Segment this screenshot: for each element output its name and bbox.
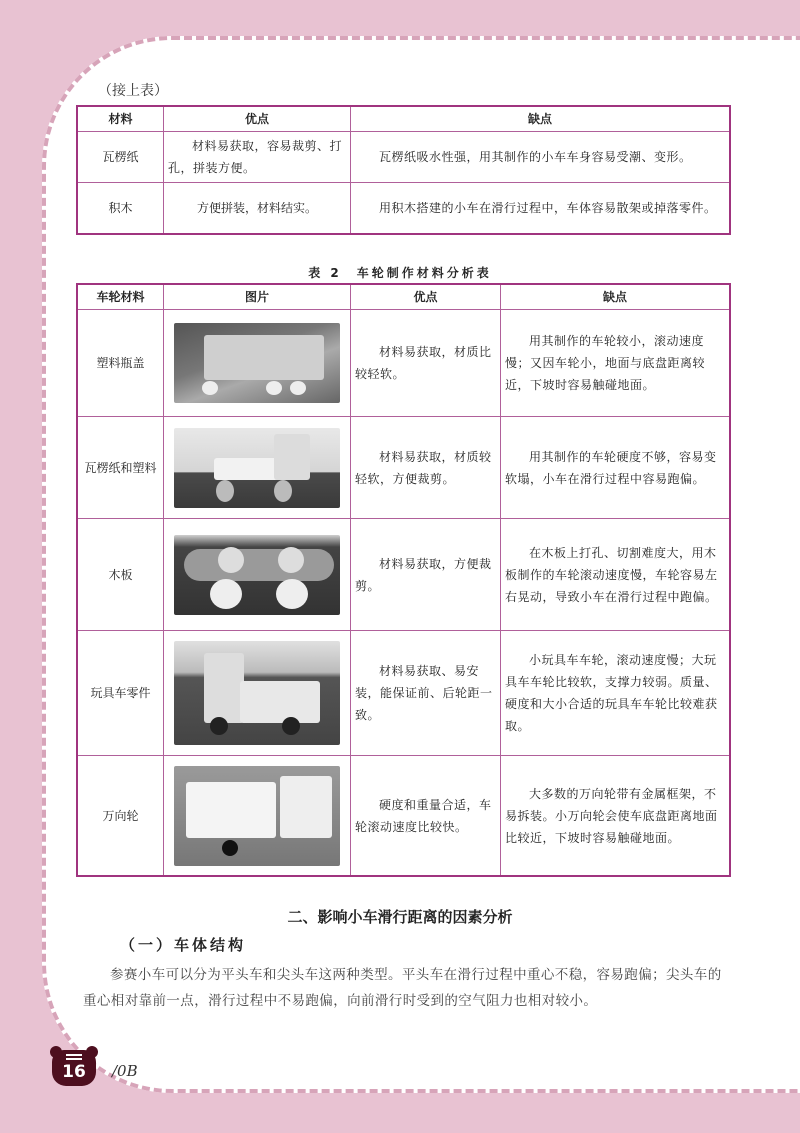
cell-pros: 材料易获取，材质较轻软，方便裁剪。 bbox=[351, 417, 501, 519]
table-row bbox=[78, 631, 730, 756]
page-number-badge bbox=[52, 1050, 96, 1086]
cell-pros: 材料易获取、易安装，能保证前、后轮距一致。 bbox=[351, 631, 501, 756]
table-row bbox=[78, 756, 730, 876]
cell-cons: 大多数的万向轮带有金属框架，不易拆装。小万向轮会使车底盘距离地面比较近，下坡时容易触碰地面。 bbox=[501, 756, 730, 876]
cell-pros: 硬度和重量合适，车轮滚动速度比较快。 bbox=[351, 756, 501, 876]
caster-cart-photo bbox=[174, 766, 340, 866]
header-pros: 优点 bbox=[351, 285, 501, 310]
cell-material: 瓦楞纸和塑料 bbox=[78, 417, 164, 519]
cell-cons: 用积木搭建的小车在滑行过程中，车体容易散架或掉落零件。 bbox=[351, 183, 730, 234]
continuation-label: （接上表） bbox=[98, 83, 168, 99]
cell-cons: 用其制作的车轮较小，滚动速度慢；又因车轮小，地面与底盘距离较近，下坡时容易触碰地面。 bbox=[501, 310, 730, 417]
cell-pros: 方便拼装，材料结实。 bbox=[164, 183, 351, 234]
cell-cons: 小玩具车车轮，滚动速度慢；大玩具车车轮比较软，支撑力较弱。质量、硬度和大小合适的玩具车车轮比较难获取。 bbox=[501, 631, 730, 756]
cell-pros: 材料易获取，方便裁剪。 bbox=[351, 519, 501, 631]
cell-pros: 材料易获取，容易裁剪、打孔，拼装方便。 bbox=[164, 132, 351, 183]
materials-table bbox=[77, 106, 730, 234]
cell-material: 玩具车零件 bbox=[78, 631, 164, 756]
table-row bbox=[78, 132, 730, 183]
table-row bbox=[78, 417, 730, 519]
header-cons: 缺点 bbox=[501, 285, 730, 310]
cell-cons: 在木板上打孔、切割难度大，用木板制作的车轮滚动速度慢，车轮容易左右晃动，导致小车在滑行过程中跑偏。 bbox=[501, 519, 730, 631]
cell-material: 塑料瓶盖 bbox=[78, 310, 164, 417]
subsection-heading: （一）车体结构 bbox=[120, 936, 247, 954]
cell-material: 万向轮 bbox=[78, 756, 164, 876]
header-pros: 优点 bbox=[164, 107, 351, 132]
section-heading: 二、影响小车滑行距离的因素分析 bbox=[287, 908, 513, 926]
page-number: 16 bbox=[62, 1062, 86, 1082]
truck-photo bbox=[174, 323, 340, 403]
cart-photo bbox=[174, 428, 340, 508]
header-image: 图片 bbox=[164, 285, 351, 310]
table-row bbox=[78, 310, 730, 417]
cell-cons: 瓦楞纸吸水性强，用其制作的小车车身容易受潮、变形。 bbox=[351, 132, 730, 183]
header-wheel-material: 车轮材料 bbox=[78, 285, 164, 310]
table-caption: 表 2 车轮制作材料分析表 bbox=[308, 266, 492, 280]
body-paragraph: 参赛小车可以分为平头车和尖头车这两种类型。平头车在滑行过程中重心不稳，容易跑偏；尖头车的重心相对靠前一点，滑行过程中不易跑偏，向前滑行时受到的空气阻力也相对较小。 bbox=[83, 967, 722, 1009]
wheel-materials-table bbox=[77, 284, 730, 876]
toy-truck-photo bbox=[174, 641, 340, 745]
header-cons: 缺点 bbox=[351, 107, 730, 132]
tiger-stripe-icon bbox=[66, 1054, 82, 1056]
cell-material: 木板 bbox=[78, 519, 164, 631]
cell-cons: 用其制作的车轮硬度不够，容易变软塌，小车在滑行过程中容易跑偏。 bbox=[501, 417, 730, 519]
cell-material: 积木 bbox=[78, 183, 164, 234]
header-material: 材料 bbox=[78, 107, 164, 132]
bottle-car-photo bbox=[174, 535, 340, 615]
handwritten-note: /0B bbox=[112, 1062, 138, 1080]
cell-pros: 材料易获取，材质比较轻软。 bbox=[351, 310, 501, 417]
table-row bbox=[78, 183, 730, 234]
cell-material: 瓦楞纸 bbox=[78, 132, 164, 183]
table-row bbox=[78, 519, 730, 631]
